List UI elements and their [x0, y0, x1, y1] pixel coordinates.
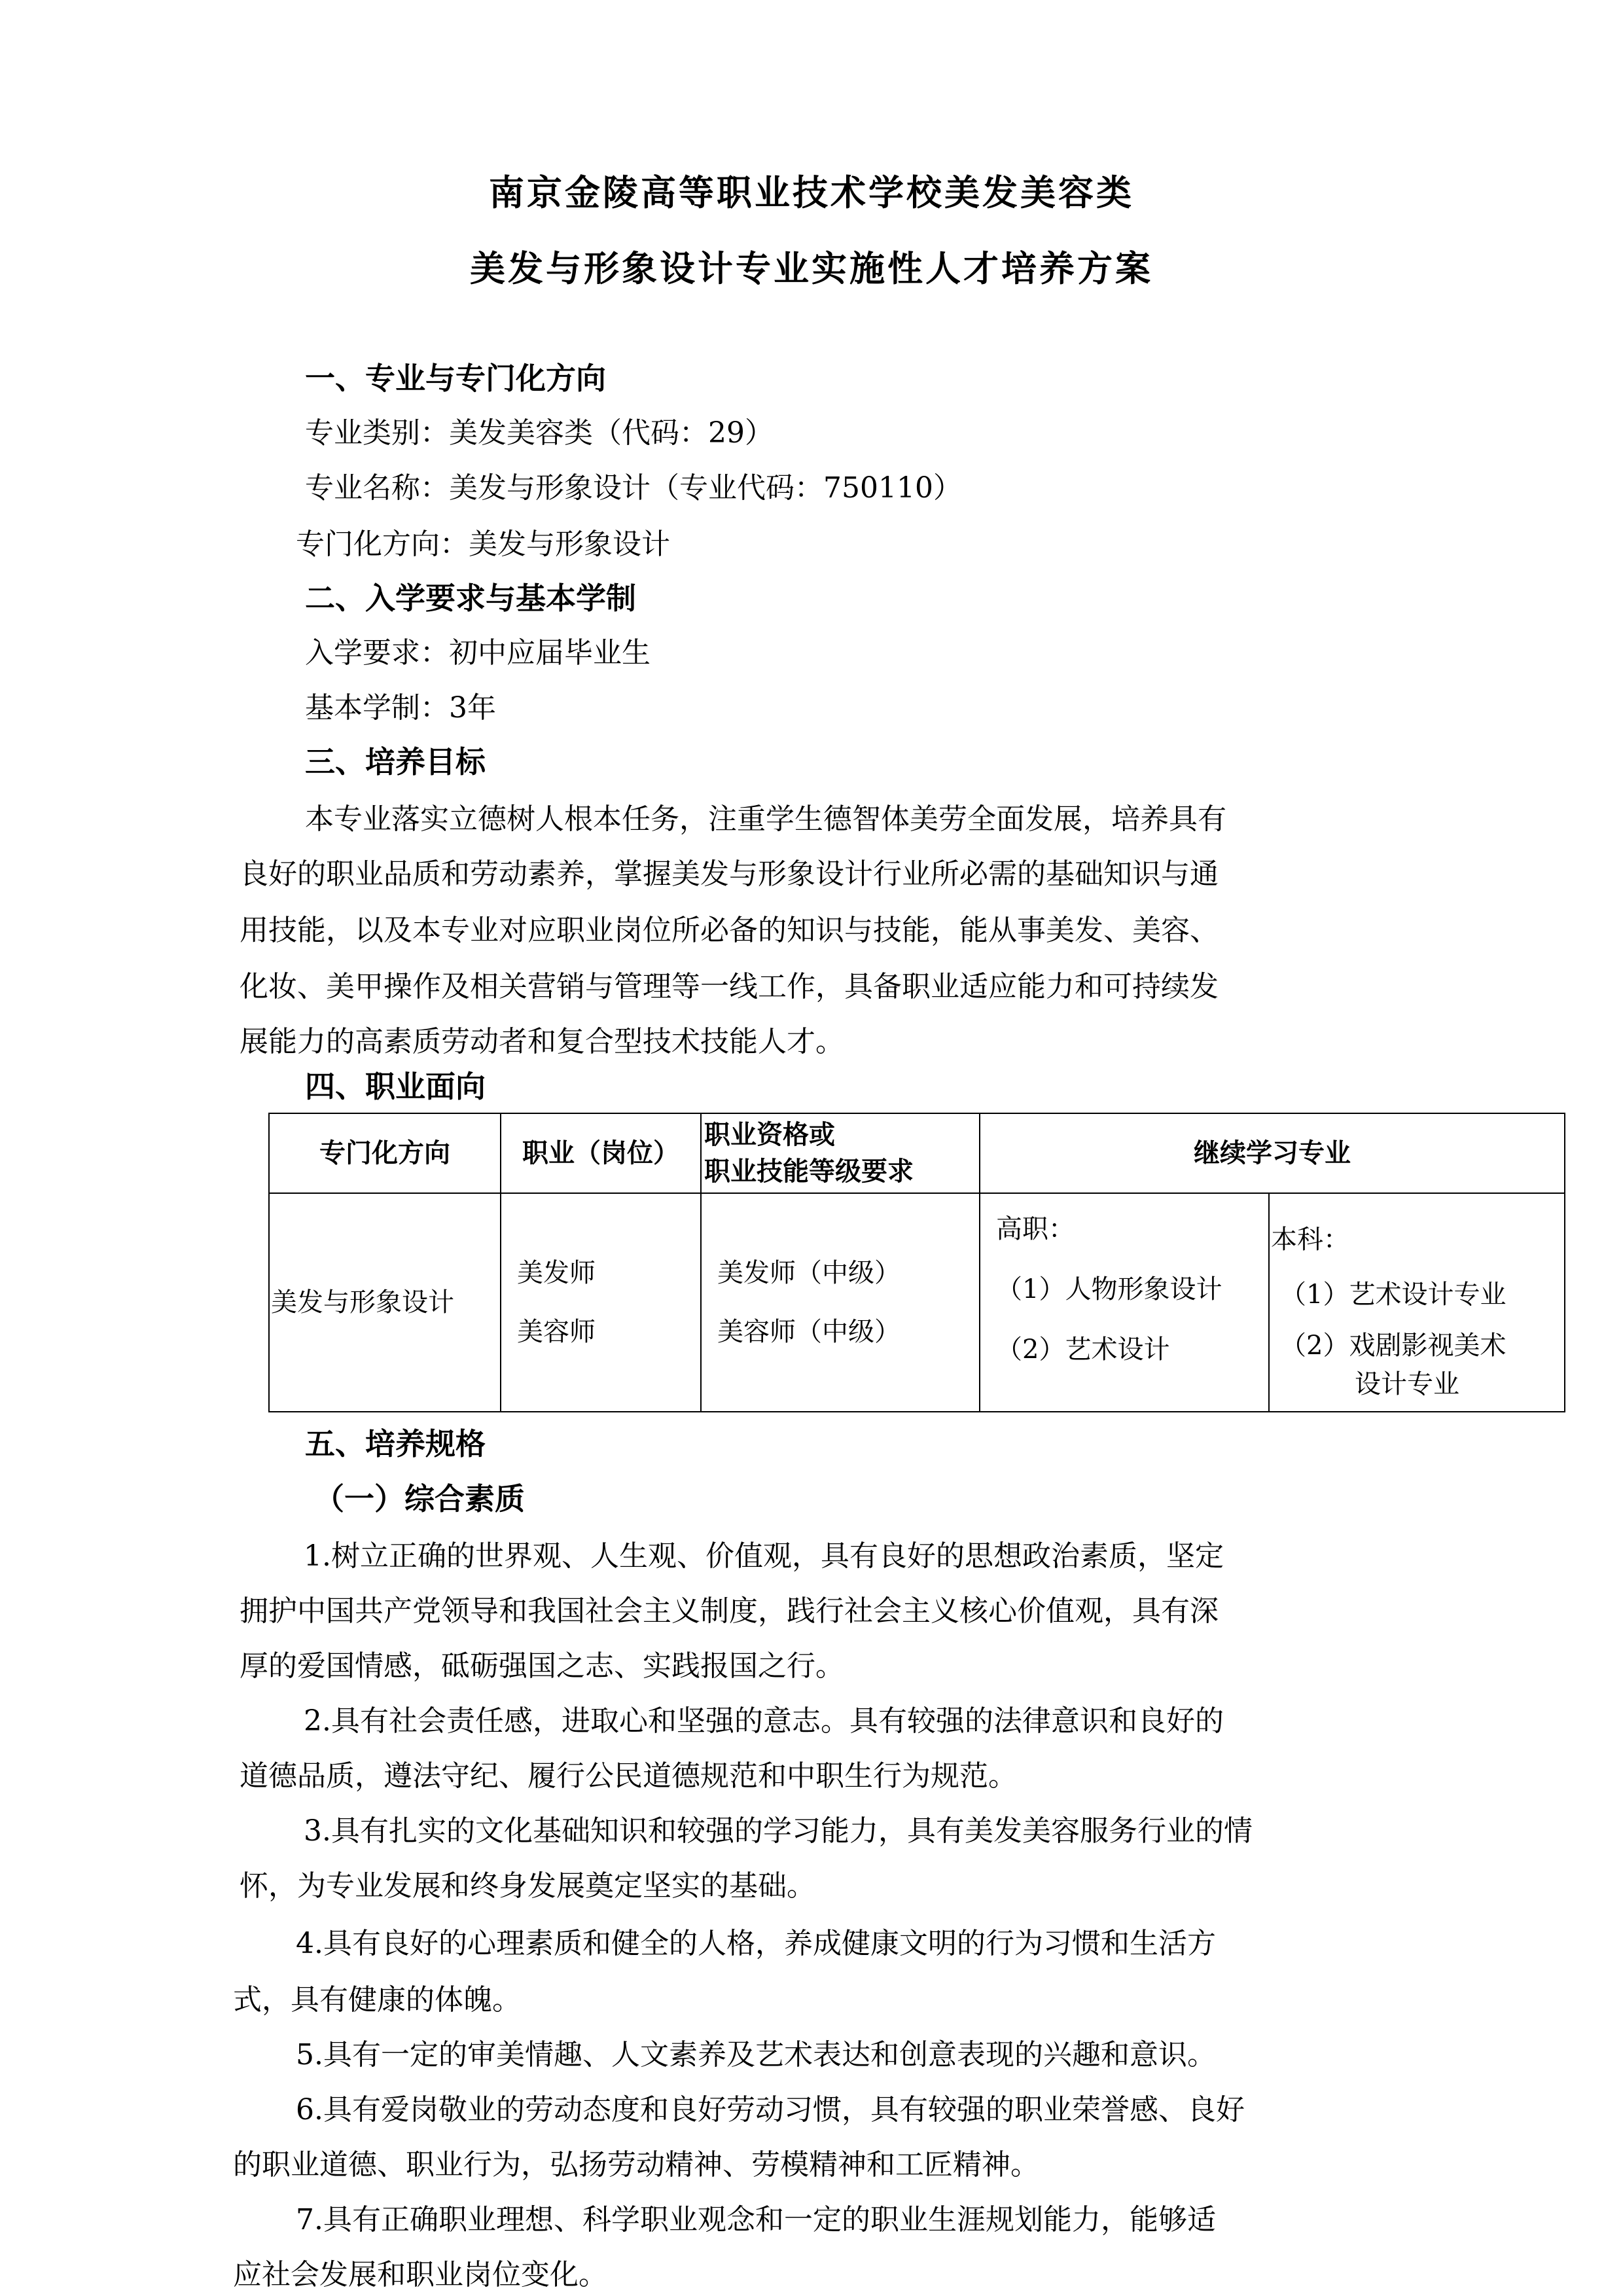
objective-line: 化妆、美甲操作及相关营销与管理等一线工作，具备职业适应能力和可持续发 [240, 970, 1219, 1003]
quality-line: 拥护中国共产党领导和我国社会主义制度，践行社会主义核心价值观，具有深 [240, 1594, 1219, 1628]
section-3-heading: 三、培养目标 [305, 744, 486, 780]
header-direction: 专门化方向 [269, 1113, 501, 1193]
title-line-2: 美发与形象设计专业实施性人才培养方案 [470, 248, 1153, 289]
vocational-label: 高职： [996, 1214, 1075, 1244]
qualification-item: 美容师（中级） [717, 1317, 901, 1347]
section-4-heading: 四、职业面向 [305, 1069, 486, 1104]
title-line-1: 南京金陵高等职业技术学校美发美容类 [489, 172, 1134, 213]
undergrad-item: （1）艺术设计专业 [1280, 1280, 1507, 1310]
subsection-comprehensive-quality: （一）综合素质 [314, 1481, 525, 1516]
header-qualification [701, 1113, 980, 1193]
quality-line: 道德品质，遵法守纪、履行公民道德规范和中职生行为规范。 [240, 1759, 1017, 1793]
vocational-item: （1）人物形象设计 [996, 1274, 1222, 1304]
undergrad-item: （2）戏剧影视美术 [1280, 1331, 1507, 1361]
quality-line: 式，具有健康的体魄。 [233, 1983, 521, 2017]
vocational-item: （2）艺术设计 [996, 1335, 1170, 1365]
section-2-heading: 二、入学要求与基本学制 [305, 581, 636, 616]
admission-requirement: 入学要求：初中应届毕业生 [305, 636, 651, 670]
occupation-item: 美容师 [517, 1317, 596, 1347]
quality-line: 怀，为专业发展和终身发展奠定坚实的基础。 [240, 1869, 815, 1903]
qualification-item: 美发师（中级） [717, 1258, 901, 1288]
row-undergrad-study [1269, 1193, 1565, 1412]
row-qualifications [701, 1193, 980, 1412]
row-occupations [501, 1193, 701, 1412]
quality-line: 3.具有扎实的文化基础知识和较强的学习能力，具有美发美容服务行业的情 [304, 1814, 1253, 1848]
section-1-heading: 一、专业与专门化方向 [305, 361, 606, 396]
undergrad-item: 设计专业 [1355, 1369, 1459, 1399]
quality-line: 5.具有一定的审美情趣、人文素养及艺术表达和创意表现的兴趣和意识。 [296, 2038, 1216, 2072]
header-qualification-line-2: 职业技能等级要求 [704, 1157, 914, 1187]
quality-line: 应社会发展和职业岗位变化。 [233, 2258, 607, 2291]
major-category: 专业类别：美发美容类（代码：29） [305, 416, 774, 450]
table-header-row [269, 1113, 1565, 1193]
quality-line: 7.具有正确职业理想、科学职业观念和一定的职业生涯规划能力，能够适 [296, 2203, 1216, 2236]
undergrad-label: 本科： [1271, 1225, 1349, 1255]
objective-line: 用技能，以及本专业对应职业岗位所必备的知识与技能，能从事美发、美容、 [240, 914, 1219, 947]
row-direction: 美发与形象设计 [269, 1193, 501, 1412]
specialization-direction: 专门化方向：美发与形象设计 [296, 528, 670, 561]
header-occupation: 职业（岗位） [501, 1113, 701, 1193]
row-vocational-study [980, 1193, 1269, 1412]
occupation-item: 美发师 [517, 1258, 596, 1288]
quality-line: 1.树立正确的世界观、人生观、价值观，具有良好的思想政治素质，坚定 [304, 1539, 1224, 1573]
section-5-heading: 五、培养规格 [305, 1426, 486, 1462]
objective-line: 本专业落实立德树人根本任务，注重学生德智体美劳全面发展，培养具有 [305, 802, 1226, 836]
objective-line: 良好的职业品质和劳动素养，掌握美发与形象设计行业所必需的基础知识与通 [240, 857, 1219, 891]
quality-line: 的职业道德、职业行为，弘扬劳动精神、劳模精神和工匠精神。 [233, 2148, 1039, 2181]
table-row [269, 1193, 1565, 1412]
quality-line: 4.具有良好的心理素质和健全的人格，养成健康文明的行为习惯和生活方 [296, 1927, 1216, 1960]
study-duration: 基本学制：3年 [305, 691, 496, 725]
career-table [268, 1113, 1565, 1412]
quality-line: 6.具有爱岗敬业的劳动态度和良好劳动习惯，具有较强的职业荣誉感、良好 [296, 2093, 1245, 2126]
major-name: 专业名称：美发与形象设计（专业代码：750110） [305, 471, 962, 505]
header-qualification-line-1: 职业资格或 [704, 1120, 835, 1150]
header-further-study: 继续学习专业 [980, 1113, 1565, 1193]
quality-line: 2.具有社会责任感，进取心和坚强的意志。具有较强的法律意识和良好的 [304, 1704, 1224, 1738]
objective-line: 展能力的高素质劳动者和复合型技术技能人才。 [240, 1025, 844, 1058]
quality-line: 厚的爱国情感，砥砺强国之志、实践报国之行。 [240, 1649, 844, 1683]
